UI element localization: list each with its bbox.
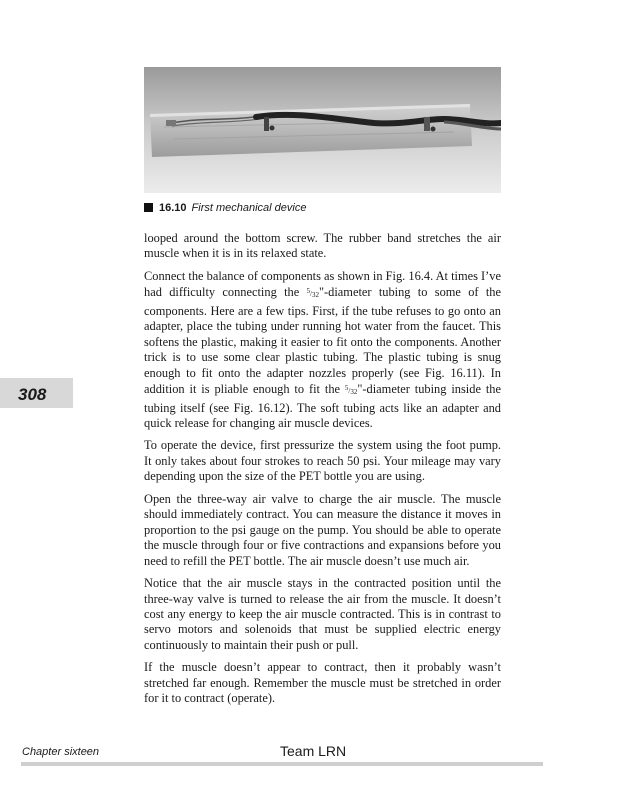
figure-title: First mechanical device <box>191 202 307 214</box>
footer-watermark: Team LRN <box>280 743 347 759</box>
page-number: 308 <box>18 385 47 404</box>
figure-photo <box>144 67 501 193</box>
mechanical-device-image <box>144 67 501 193</box>
footer-rule <box>21 762 543 766</box>
paragraph-4: Open the three-way air valve to charge the air muscle. The muscle should immediately contract. You can measure the distance it moves in proportion to the psi gauge on the pump. You should be able to operate the muscle through four or five contractions and expansions before you need to refill the PET bottle. The air muscle doesn’t use much air. <box>144 491 501 568</box>
paragraph-5: Notice that the air muscle stays in the contracted position until the three-way valve is turned to release the air from the muscle. It doesn’t cost any energy to keep the air muscle contracted. This is in contrast to servo motors and solenoids that must be supplied electric energy continuously to maintain their push or pull. <box>144 576 501 652</box>
paragraph-3: To operate the device, first pressurize the system using the foot pump. It only takes about four strokes to reach 50 psi. Your mileage may vary depending upon the size of the PET bottle you are using. <box>144 438 501 484</box>
paragraph-6: If the muscle doesn’t appear to contract, then it probably wasn’t stretched far enough. Remember the muscle must be stretched in order for it to contract (operate). <box>144 660 501 706</box>
body-text <box>144 231 501 714</box>
paragraph-2: Connect the balance of components as shown in Fig. 16.4. At times I’ve had difficulty connecting the $^5/_{32}$"-diameter tubing to some of the components. Here are a few tips. First, if the tube refuses to go onto an adapter, place the tubing under running hot water from the faucet. This softens the plastic, making it easier to fit onto the components. Another trick is to use some clear plastic tubing. The plastic tubing is snug enough to fit onto the adapter nozzles properly (see Fig. 16.11). In addition it is pliable enough to fit the $^5/_{32}$"-diameter tubing inside the tubing itself (see Fig. 16.12). The soft tubing acts like an adapter and quick release for changing air muscle devices. <box>144 268 501 430</box>
fraction: $^5/_{32}$ <box>306 287 319 300</box>
paragraph-1: looped around the bottom screw. The rubber band stretches the air muscle when it is in its relaxed state. <box>144 231 501 261</box>
fraction: $^5/_{32}$ <box>344 384 358 397</box>
figure-caption <box>144 201 501 215</box>
chapter-label: Chapter sixteen <box>22 746 100 758</box>
figure-number: 16.10 <box>159 202 187 214</box>
caption-square-icon <box>144 203 153 212</box>
